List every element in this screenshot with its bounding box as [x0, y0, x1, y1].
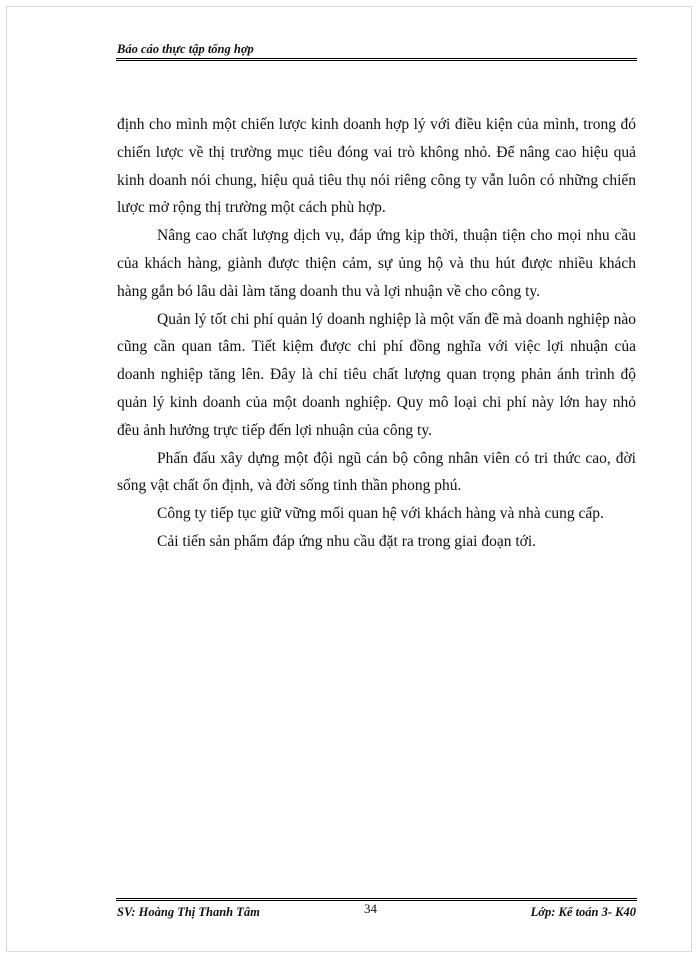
paragraph-1: định cho mình một chiến lược kinh doanh hợp lý với điều kiện của mình, trong đó chiến lược về thị trường mục tiêu đóng vai trò không nhỏ. Để nâng cao hiệu quả kinh doanh nói chung, hiệu quả tiêu thụ nói riêng công ty vẫn luôn có những chiến lược mở rộng thị trường một cách phù hợp.	[117, 116, 636, 217]
footer-class: Lớp: Kế toán 3- K40	[530, 905, 636, 919]
paragraph-6: Cải tiến sản phẩm đáp ứng nhu cầu đặt ra trong giai đoạn tới.	[157, 532, 537, 550]
paragraph-5: Công ty tiếp tục giữ vững mối quan hệ với khách hàng và nhà cung cấp.	[157, 505, 604, 523]
paragraph-2: Nâng cao chất lượng dịch vụ, đáp ứng kịp thời, thuận tiện cho mọi nhu cầu của khách hàng, giành được thiện cảm, sự ủng hộ và thu hút được nhiều khách hàng gắn bó lâu dài làm tăng doanh thu và lợi nhuận về cho công ty.	[117, 227, 636, 300]
footer-student-name: SV: Hoàng Thị Thanh Tâm	[117, 905, 260, 919]
document-body	[117, 111, 636, 556]
paragraph-4: Phấn đấu xây dựng một đội ngũ cán bộ công nhân viên có tri thức cao, đời sống vật chất ổn định, và đời sống tinh thần phong phú.	[117, 449, 636, 495]
paragraph-3: Quản lý tốt chi phí quản lý doanh nghiệp là một vấn đề mà doanh nghiệp nào cũng cần quan tâm. Tiết kiệm được chi phí đồng nghĩa với việc lợi nhuận của doanh nghiệp tăng lên. Đây là chỉ tiêu chất lượng quan trọng phản ánh trình độ quản lý kinh doanh của một doanh nghiệp. Quy mô loại chi phí này lớn hay nhỏ đều ảnh hưởng trực tiếp đến lợi nhuận của công ty.	[117, 310, 636, 439]
header-rule	[116, 58, 637, 61]
page-header-title: Báo cáo thực tập tổng hợp	[117, 42, 254, 56]
page-number: 34	[364, 901, 377, 916]
